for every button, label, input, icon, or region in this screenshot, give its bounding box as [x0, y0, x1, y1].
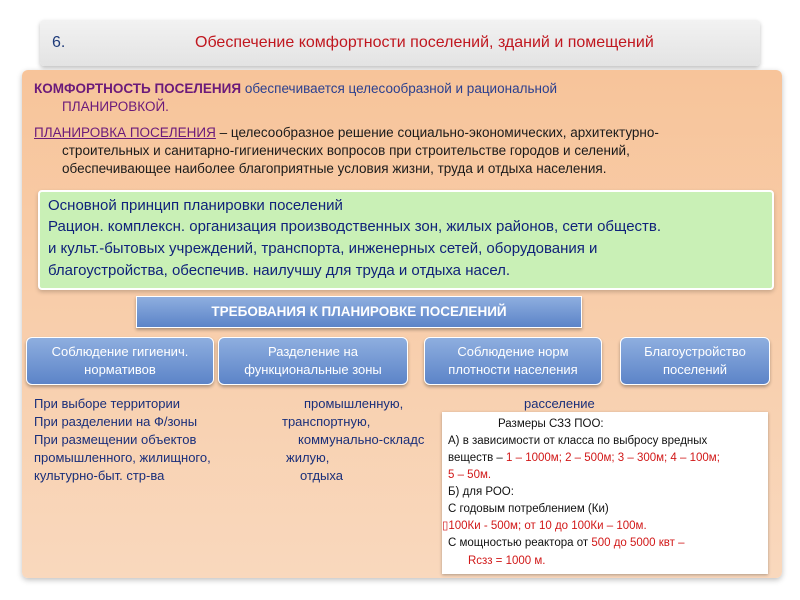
- sanitary-a-line-2: веществ – 1 – 1000м; 2 – 500м; 3 – 300м; 4 – 100м;: [448, 452, 720, 464]
- principle-line-1: Рацион. комплексн. организация производственных зон, жилых районов, сети обществ.: [48, 218, 662, 235]
- sanitary-b-title: Б) для РОО:: [448, 486, 514, 498]
- bullet-icon: ▯: [442, 520, 449, 532]
- sanitary-title: Размеры СЗЗ ПОО:: [498, 418, 604, 430]
- planning-line-3: обеспечивающее наиболее благоприятные условия жизни, труда и отдыха населения.: [62, 161, 607, 176]
- zone-line: коммунально-складс: [298, 432, 425, 447]
- principle-box: [38, 190, 774, 290]
- category-density-line-1: Соблюдение норм: [457, 344, 569, 359]
- text-column-settlement: [524, 395, 595, 413]
- condition-line: культурно-быт. стр-ва: [34, 468, 165, 483]
- sanitary-a-line-1: А) в зависимости от класса по выбросу вредных: [448, 435, 708, 447]
- principle-line-3: благоустройства, обеспечив. наилучшу для труда и отдыха насел.: [48, 262, 511, 279]
- settlement-line: расселение: [524, 396, 595, 411]
- category-hygiene-line-2: нормативов: [84, 362, 156, 377]
- sanitary-b-line-3: С мощностью реактора от 500 до 5000 квт –: [448, 537, 685, 549]
- text-column-conditions: [34, 395, 211, 485]
- zone-line: жилую,: [286, 450, 330, 465]
- sanitary-b-line-2: ▯100Ки - 500м; от 10 до 100Ки – 100м.: [442, 520, 647, 532]
- principle-line-2: и культ.-бытовых учреждений, транспорта, инженерных сетей, оборудования и: [48, 240, 598, 257]
- zone-line: транспортную,: [282, 414, 371, 429]
- category-zoning-line-2: функциональные зоны: [244, 362, 382, 377]
- category-improvement-line-2: поселений: [662, 362, 728, 377]
- content-panel: [22, 70, 782, 578]
- zone-line: отдыха: [300, 468, 343, 483]
- planning-term: ПЛАНИРОВКА ПОСЕЛЕНИЯ: [34, 125, 216, 140]
- sanitary-a-line-3: 5 – 50м.: [448, 469, 492, 481]
- slide-title: Обеспечение комфортности поселений, зданий и помещений: [195, 34, 654, 51]
- category-zoning-line-1: Разделение на: [268, 344, 358, 359]
- category-zoning: [218, 337, 408, 385]
- condition-line: При размещении объектов: [34, 432, 197, 447]
- comfort-definition: [34, 80, 774, 116]
- slide-title-bar: [40, 20, 760, 66]
- sanitary-zone-box: [442, 412, 768, 574]
- category-density-line-2: плотности населения: [448, 362, 578, 377]
- principle-heading: Основной принцип планировки поселений: [48, 197, 343, 214]
- condition-line: промышленного, жилищного,: [34, 450, 211, 465]
- condition-line: При выборе территории: [34, 396, 180, 411]
- planning-line-2: строительных и санитарно-гигиенических вопросов при строительстве городов и селений,: [62, 143, 630, 158]
- sanitary-b-line-4: Rсзз = 1000 м.: [468, 555, 546, 567]
- comfort-text-2: ПЛАНИРОВКОЙ.: [62, 99, 169, 114]
- category-improvement: [620, 337, 770, 385]
- category-hygiene-line-1: Соблюдение гигиенич.: [51, 344, 189, 359]
- category-improvement-line-1: Благоустройство: [644, 344, 746, 359]
- comfort-text: обеспечивается целесообразной и рациональной: [244, 81, 557, 96]
- category-density: [424, 337, 602, 385]
- comfort-term: КОМФОРТНОСТЬ ПОСЕЛЕНИЯ: [34, 81, 242, 96]
- requirements-header: ТРЕБОВАНИЯ К ПЛАНИРОВКЕ ПОСЕЛЕНИЙ: [136, 296, 582, 328]
- planning-definition: [34, 124, 774, 178]
- category-hygiene: [26, 337, 214, 385]
- planning-line-1: – целесообразное решение социально-экономических, архитектурно-: [215, 125, 659, 140]
- zone-line: промышленную,: [304, 396, 404, 411]
- slide-number: 6.: [52, 34, 66, 51]
- sanitary-b-line-1: С годовым потреблением (Ки): [448, 503, 609, 515]
- condition-line: При разделении на Ф/зоны: [34, 414, 198, 429]
